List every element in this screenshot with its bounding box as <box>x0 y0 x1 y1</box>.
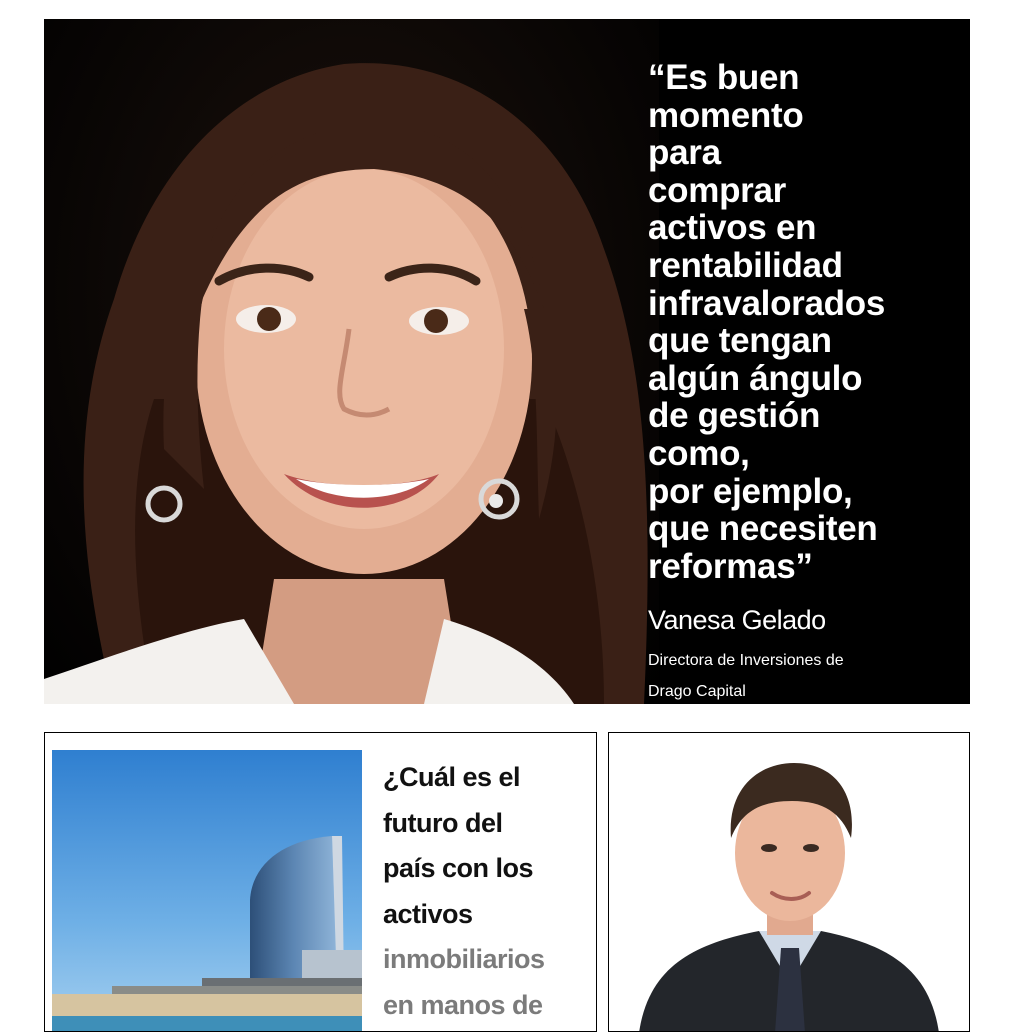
title-line: activos <box>383 898 473 929</box>
title-line-highlight: inmobiliarios <box>383 944 545 974</box>
portrait-photo-man <box>609 733 970 1032</box>
quote-line: algún ángulo <box>648 358 863 398</box>
hotel-skyline-illustration <box>52 750 362 1032</box>
title-line: ¿Cuál es el <box>383 762 521 792</box>
quote-line: reformas” <box>648 546 813 586</box>
quote-author: Vanesa Gelado <box>648 605 826 635</box>
quote-line: infravalorados <box>648 283 885 323</box>
barcelona-hotel-photo <box>52 750 362 1032</box>
profile-card[interactable] <box>608 732 970 1032</box>
hero-card <box>44 19 970 704</box>
article-card[interactable] <box>44 732 597 1032</box>
quote-line: por ejemplo, <box>648 471 853 511</box>
quote-line: que tengan <box>648 321 832 361</box>
quote-line: “Es buen <box>648 58 800 97</box>
title-line-highlight: en manos de <box>383 989 543 1020</box>
title-line: país con los <box>383 853 534 883</box>
quote-line: para <box>648 133 721 173</box>
portrait-illustration <box>44 19 659 704</box>
quote-line: rentabilidad <box>648 245 843 285</box>
pull-quote <box>648 59 958 585</box>
quote-line: momento <box>648 95 804 135</box>
quote-line: de gestión <box>648 396 821 436</box>
quote-line: que necesiten <box>648 509 878 549</box>
article-title[interactable] <box>383 755 593 1028</box>
quote-line: comprar <box>648 170 786 210</box>
quote-line: como, <box>648 433 750 473</box>
role-line: Directora de Inversiones de <box>648 652 844 669</box>
portrait-photo-woman <box>44 19 659 704</box>
role-line: Drago Capital <box>648 683 746 700</box>
quote-line: activos en <box>648 208 817 248</box>
quote-author-role <box>648 645 948 704</box>
title-line: futuro del <box>383 807 503 838</box>
